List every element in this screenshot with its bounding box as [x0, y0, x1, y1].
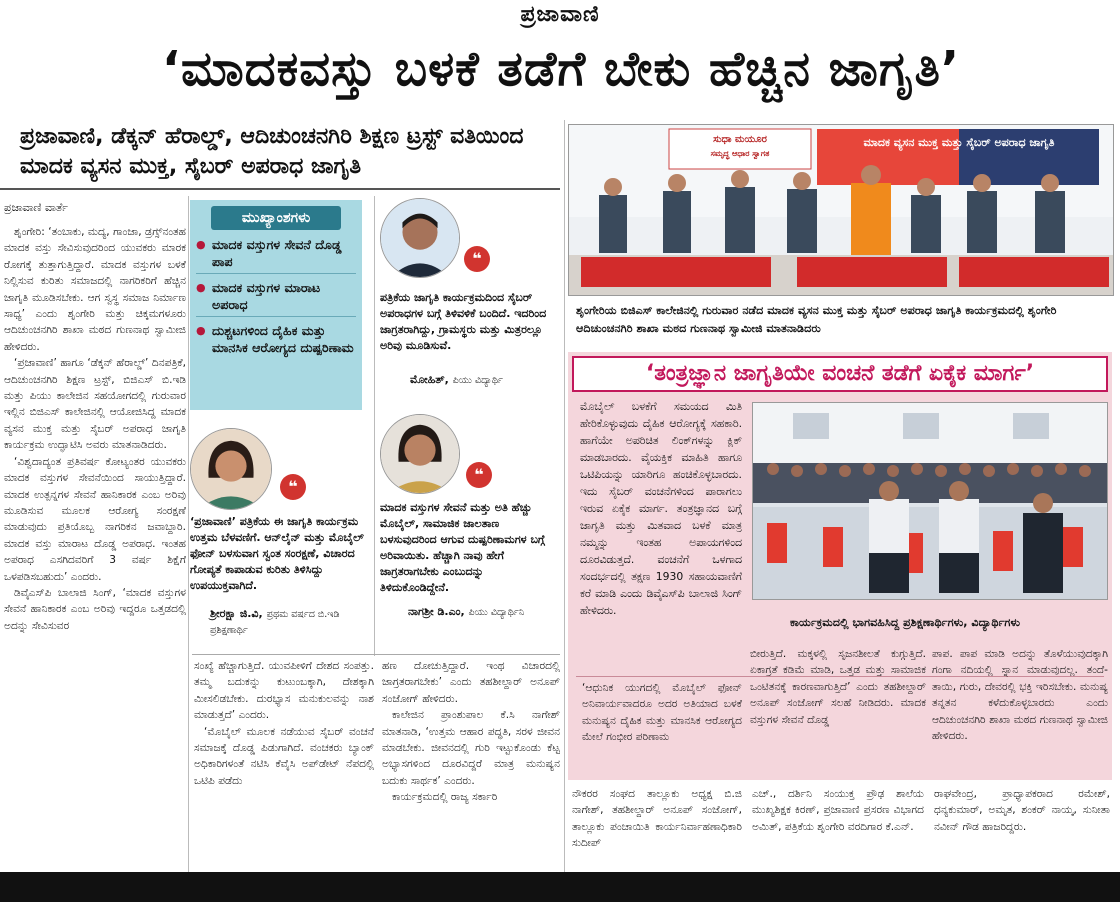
quote-name-1	[410, 372, 560, 388]
sidebar-col-1: ‘ಆಧುನಿಕ ಯುಗದಲ್ಲಿ ಮೊಬೈಲ್ ಫೋನ್ ಅನಿವಾರ್ಯವಾದರೂ ಅದರ ಅತಿಯಾದ ಬಳಕೆ ಮನುಷ್ಯನ ದೈಹಿಕ ಮತ್ತು ಮಾನಸಿಕ ಆರೋಗ್ಯದ ಮೇಲೆ ಗಂಭೀರ ಪರಿಣಾಮ	[582, 682, 742, 744]
headline: ‘ಮಾದಕವಸ್ತು ಬಳಕೆ ತಡೆಗೆ ಬೇಕು ಹೆಚ್ಚಿನ ಜಾಗೃತಿ’	[161, 41, 961, 97]
quote-text-3: ಮಾದಕ ವಸ್ತುಗಳ ಸೇವನೆ ಮತ್ತು ಅತಿ ಹೆಚ್ಚು ಮೊಬೈಲ್, ಸಾಮಾಜಿಕ ಜಾಲತಾಣ ಬಳಸುವುದರಿಂದ ಆಗುವ ದುಷ್ಪರಿಣಾಮಗಳ ಬಗ್ಗೆ ಅರಿವಾಯಿತು. ಹೆಚ್ಚಾಗಿ ನಾವು ಹೇಗೆ ಜಾಗ್ರತರಾಗಬೇಕು ಎಂಬುದನ್ನು ತಿಳಿದುಕೊಂಡಿದ್ದೇನೆ.	[380, 501, 545, 594]
paragraph: ‘ಮೊಬೈಲ್ ಮೂಲಕ ನಡೆಯುವ ಸೈಬರ್ ವಂಚನೆ ಸಮಾಜಕ್ಕೆ ದೊಡ್ಡ ಪಿಡುಗಾಗಿದೆ. ವಂಚಕರು ಬ್ಯಾಂಕ್ ಅಧಿಕಾರಿಗಳಂತೆ ನಟಿಸಿ ಕೆವೈಸಿ ಅಪ್‌ಡೇಟ್ ನೆಪದಲ್ಲಿ ಒಟಿಪಿ ಪಡೆದು	[194, 725, 374, 787]
article-column-3	[382, 658, 560, 870]
divider	[0, 188, 560, 190]
avatar-shreeraksha	[190, 428, 272, 510]
quote-text-2: ‘ಪ್ರಜಾವಾಣಿ’ ಪತ್ರಿಕೆಯ ಈ ಜಾಗೃತಿ ಕಾರ್ಯಕ್ರಮ ಉತ್ತಮ ಬೆಳವಣಿಗೆ. ಆನ್‌ಲೈನ್ ಮತ್ತು ಮೊಬೈಲ್ ಫೋನ್ ಬಳಸುವಾಗ ಸ್ವಂತ ಸಂರಕ್ಷಣೆ, ವಿಚಾರದ ಗೋಪ್ಯತೆ ಕಾಪಾಡುವ ಕುರಿತು ತಿಳಿಸಿದ್ದು ಉಪಯುಕ್ತವಾಗಿದೆ.	[190, 515, 364, 592]
column-divider	[564, 120, 565, 872]
footer-col-3: ರಾಘವೇಂದ್ರ, ಪ್ರಾಧ್ಯಾಪಕರಾದ ರಮೇಶ್, ಧನ್ಯಕುಮಾರ್, ಅಮೃತ, ಶಂಕರ್ ನಾಯ್ಕ, ಸುನೀತಾ ನವೀನ್ ಗೌಡ ಹಾಜರಿದ್ದರು.	[934, 788, 1110, 833]
quote-text-1: ಪತ್ರಿಕೆಯ ಜಾಗೃತಿ ಕಾರ್ಯಕ್ರಮದಿಂದ ಸೈಬರ್ ಅಪರಾಧಗಳ ಬಗ್ಗೆ ತಿಳಿವಳಿಕೆ ಬಂದಿದೆ. ಇದರಿಂದ ಜಾಗ್ರತರಾಗಿದ್ದು, ಗ್ರಾಮಸ್ಥರು ಮತ್ತು ಮಿತ್ರರಲ್ಲೂ ಅರಿವು ಮೂಡಿಸುವೆ.	[380, 291, 547, 352]
quote-name-3	[408, 604, 568, 620]
paragraph: ಕಾರ್ಯಕ್ರಮದಲ್ಲಿ ರಾಜ್ಯ ಸರ್ಕಾರಿ	[392, 791, 498, 804]
column-divider	[188, 196, 189, 872]
quote-name-2	[210, 606, 370, 638]
quote-author: ನಾಗಶ್ರೀ ಡಿ.ಎಂ,	[408, 605, 465, 618]
avatar-nagashree	[380, 414, 460, 494]
sidebar-col-3: ಪಾಪ. ಪಾಪ ಮಾಡಿ ಅದನ್ನು ತೊಳೆಯುವುದಕ್ಕಾಗಿ ಗಂಗಾ ನದಿಯಲ್ಲಿ ಸ್ನಾನ ಮಾಡುವುದಲ್ಲ. ತಂದೆ-ತಾಯಿ, ಗುರು, ದೇವರಲ್ಲಿ ಭಕ್ತಿ ಇರಿಸಬೇಕು. ಮನುಷ್ಯ ತನ್ನತನ ಕಳೆದುಕೊಳ್ಳಬಾರದು ಎಂದು ಆದಿಚುಂಚನಗಿರಿ ಶಾಖಾ ಮಠದ ಗುಣನಾಥ ಸ್ವಾಮೀಜಿ ಹೇಳಿದರು.	[932, 648, 1108, 743]
photo-caption: ಶೃಂಗೇರಿಯ ಬಿಜಿಎಸ್ ಕಾಲೇಜಿನಲ್ಲಿ ಗುರುವಾರ ನಡೆದ ಮಾದಕ ವ್ಯಸನ ಮುಕ್ತ ಮತ್ತು ಸೈಬರ್ ಅಪರಾಧ ಜಾಗೃತಿ ಕಾರ್ಯಕ್ರಮದಲ್ಲಿ ಶೃಂಗೇರಿ ಆದಿಚುಂಚನಗಿರಿ ಶಾಖಾ ಮಠದ ಗುಣನಾಥ ಸ್ವಾಮೀಜಿ ಮಾತನಾಡಿದರು	[576, 304, 1057, 335]
audience-illustration	[753, 403, 1108, 600]
paragraph: ‘ವಿಶ್ವದಾದ್ಯಂತ ಪ್ರತಿವರ್ಷ ಕೋಟ್ಯಂತರ ಯುವಕರು ಮಾದಕ ವಸ್ತುಗಳ ಸೇವನೆಯಿಂದ ಸಾಯುತ್ತಿದ್ದಾರೆ. ಮಾದಕ ಉತ್ಪನ್ನಗಳ ಸೇವನೆ ಹಾನಿಕಾರಕ ಎಂಬ ಅರಿವು ಮೂಡಿಸುವ ಮೂಲಕ ಆರೋಗ್ಯ ಸಂರಕ್ಷಣೆ ಮಾಡುವುದು ಪ್ರತಿಯೊಬ್ಬ ನಾಗರಿಕನ ಜವಾಬ್ದಾರಿ. ಮಾದಕ ವಸ್ತು ಮಾರಾಟ ದೊಡ್ಡ ಅಪರಾಧ. ಇಂತಹ ಅಪರಾಧ ಎಸಗಿದವರಿಗೆ 3 ವರ್ಷ ಶಿಕ್ಷೆಗೆ ಒಳಪಡಿಸಬಹುದು’ ಎಂದರು.	[4, 455, 186, 583]
quote-icon: ❝	[280, 474, 306, 500]
section-divider	[192, 654, 560, 655]
highlights-box	[190, 200, 362, 410]
avatar-mohith	[380, 198, 460, 278]
footer-col-2: ಎಚ್., ದರ್ಶಿನಿ ಸಂಯುಕ್ತ ಪ್ರೌಢ ಶಾಲೆಯ ಮುಖ್ಯಶಿಕ್ಷಕ ಕಿರಣ್, ಪ್ರಜಾವಾಣಿ ಪ್ರಸರಣ ವಿಭಾಗದ ಅಮಿತ್, ಪತ್ರಿಕೆಯ ಶೃಂಗೇರಿ ವರದಿಗಾರ ಕೆ.ಎನ್.	[752, 788, 924, 833]
quote-role: ಪ್ರಥಮ ವರ್ಷದ ಬಿ.ಇಡಿ ಪ್ರಶಿಕ್ಷಣಾರ್ಥಿ	[210, 609, 340, 636]
masthead-text: ಪ್ರಜಾವಾಣಿ	[520, 2, 600, 27]
quote-author: ಮೋಹಿತ್,	[410, 373, 449, 386]
quote-role: ಪಿಯು ವಿದ್ಯಾರ್ಥಿನಿ	[468, 607, 525, 618]
article-column-2	[194, 658, 374, 870]
paragraph: ಹಣ ದೋಚುತ್ತಿದ್ದಾರೆ. ಇಂಥ ವಿಚಾರದಲ್ಲಿ ಜಾಗ್ರತರಾಗಬೇಕು’ ಎಂದು ತಹಶೀಲ್ದಾರ್ ಅನೂಪ್ ಸಂಜೋಗ್ ಹೇಳಿದರು.	[382, 660, 560, 705]
banner-logos: ಸುಧಾ ಮಯೂರ	[713, 134, 767, 145]
event-stage-photo	[568, 124, 1114, 296]
subheadline: ಪ್ರಜಾವಾಣಿ, ಡೆಕ್ಕನ್ ಹೆರಾಲ್ಡ್, ಆದಿಚುಂಚನಗಿರಿ ಶಿಕ್ಷಣ ಟ್ರಸ್ಟ್ ವತಿಯಿಂದ ಮಾದಕ ವ್ಯಸನ ಮುಕ್ತ, ಸೈಬರ್ ಅಪರಾಧ ಜಾಗೃತಿ	[20, 124, 524, 179]
banner-subtext: ಸಮೃದ್ಧ ಆಧಾರ ಸ್ವಾಗತ	[710, 149, 770, 158]
paragraph: ಸಂಖ್ಯೆ ಹೆಚ್ಚಾಗುತ್ತಿದೆ. ಯುವಪೀಳಿಗೆ ದೇಶದ ಸಂಪತ್ತು. ತಮ್ಮ ಬದುಕನ್ನು ಕುಟುಂಬಕ್ಕಾಗಿ, ದೇಶಕ್ಕಾಗಿ ಮೀಸಲಿಡಬೇಕು. ದುರಭ್ಯಾಸ ಮನುಕುಲವನ್ನು ನಾಶ ಮಾಡುತ್ತದೆ’ ಎಂದರು.	[194, 660, 374, 722]
highlight-item: ● ದುಶ್ಚಟಗಳಿಂದ ದೈಹಿಕ ಮತ್ತು ಮಾನಸಿಕ ಆರೋಗ್ಯದ ದುಷ್ಪರಿಣಾಮ	[196, 322, 356, 359]
sidebar-col-2: ಬೀರುತ್ತಿದೆ. ಮಕ್ಕಳಲ್ಲಿ ಸೃಜನಶೀಲತೆ ಕುಗ್ಗುತ್ತಿದೆ. ಏಕಾಗ್ರತೆ ಕಡಿಮೆ ಮಾಡಿ, ಒತ್ತಡ ಮತ್ತು ಸಾಮಾಜಿಕ ಒಂಟಿತನಕ್ಕೆ ಕಾರಣವಾಗುತ್ತಿದೆ’ ಎಂದು ತಹಶೀಲ್ದಾರ್ ಅನೂಪ್ ಸಂಜೋಗ್ ಸಲಹೆ ನೀಡಿದರು. ಮಾದಕ ವಸ್ತುಗಳ ಸೇವನೆ ದೊಡ್ಡ	[750, 648, 926, 726]
sidebar-title: ‘ತಂತ್ರಜ್ಞಾನ ಜಾಗೃತಿಯೇ ವಂಚನೆ ತಡೆಗೆ ಏಕೈಕ ಮಾರ್ಗ’	[572, 356, 1108, 392]
bottom-black-bar	[0, 872, 1120, 902]
stage-banner-left	[673, 133, 807, 161]
highlight-item: ● ಮಾದಕ ವಸ್ತುಗಳ ಸೇವನೆ ದೊಡ್ಡ ಪಾಪ	[196, 236, 356, 274]
audience-photo	[752, 402, 1108, 600]
paragraph: ‘ಪ್ರಜಾವಾಣಿ’ ಹಾಗೂ ‘ಡೆಕ್ಕನ್ ಹೆರಾಲ್ಡ್’ ದಿನಪತ್ರಿಕೆ, ಆದಿಚುಂಚನಗಿರಿ ಶಿಕ್ಷಣ ಟ್ರಸ್ಟ್, ಬಿಜಿಎಸ್ ಬಿ.ಇಡಿ ಮತ್ತು ಪಿಯು ಕಾಲೇಜಿನ ಸಹಯೋಗದಲ್ಲಿ ಗುರುವಾರ ಇಲ್ಲಿನ ಬಿಜಿಎಸ್ ಕಾಲೇಜಿನಲ್ಲಿ ಆಯೋಜಿಸಿದ್ದ ಮಾದಕ ವ್ಯಸನ ಮುಕ್ತ ಮತ್ತು ಸೈಬರ್ ಅಪರಾಧ ಜಾಗೃತಿ ಕಾರ್ಯಕ್ರಮ ಉದ್ಘಾಟಿಸಿ ಅವರು ಮಾತನಾಡಿದರು.	[4, 357, 186, 452]
paragraph: ಶೃಂಗೇರಿ: ‘ತಂಬಾಕು, ಮದ್ಯ, ಗಾಂಜಾ, ಡ್ರಗ್ಸ್‌ನಂತಹ ಮಾದಕ ವಸ್ತು ಸೇವಿಸುವುದರಿಂದ ಯುವಕರು ಮಾರಕ ರೋಗಕ್ಕೆ ತುತ್ತಾಗುತ್ತಿದ್ದಾರೆ. ಮಾದಕ ವಸ್ತುಗಳ ಬಳಕೆ ನಿಲ್ಲಿಸುವ ಕುರಿತು ಸಮಾಜದಲ್ಲಿ ನಾಗರಿಕರಿಗೆ ಹೆಚ್ಚಿನ ಜಾಗೃತಿ ಮೂಡಿಸಬೇಕು. ಆಗ ಸ್ವಸ್ಥ ಸಮಾಜ ನಿರ್ಮಾಣ ಸಾಧ್ಯ’ ಎಂದು ಶೃಂಗೇರಿ ಮತ್ತು ಚಿಕ್ಕಮಗಳೂರು ಆದಿಚುಂಚನಗಿರಿ ಶಾಖಾ ಮಠದ ಗುಣನಾಥ ಸ್ವಾಮೀಜಿ ಹೇಳಿದರು.	[4, 226, 186, 353]
quote-icon: ❝	[466, 462, 492, 488]
paragraph: ಕಾಲೇಜಿನ ಪ್ರಾಂಶುಪಾಲ ಕೆ.ಸಿ ನಾಗೇಶ್ ಮಾತನಾಡಿ, ‘ಉತ್ತಮ ಆಹಾರ ಪದ್ಧತಿ, ಸರಳ ಜೀವನ ಮಾಡಬೇಕು. ಜೀವನದಲ್ಲಿ ಗುರಿ ಇಟ್ಟುಕೊಂಡು ಕೆಟ್ಟ ಅಭ್ಯಾಸಗಳಿಂದ ದೂರವಿದ್ದರೆ ಮಾತ್ರ ಮನುಷ್ಯನ ಬದುಕು ಸಾರ್ಥಕ’ ಎಂದರು.	[382, 709, 560, 787]
highlights-title: ಮುಖ್ಯಾಂಶಗಳು	[211, 206, 341, 230]
article-column-1	[4, 200, 186, 872]
byline: ಪ್ರಜಾವಾಣಿ ವಾರ್ತೆ	[4, 201, 68, 214]
paragraph: ಡಿವೈಎಸ್‌ಪಿ ಬಾಲಾಜಿ ಸಿಂಗ್, ‘ಮಾದಕ ವಸ್ತುಗಳ ಸೇವನೆ ಹಾನಿಕಾರಕ ಎಂಬ ಅರಿವು ಇದ್ದರೂ ಒತ್ತಡದಲ್ಲಿ ಅದನ್ನು ಸೇವಿಸುವರ	[4, 586, 186, 632]
quote-role: ಪಿಯು ವಿದ್ಯಾರ್ಥಿ	[452, 375, 503, 386]
highlight-item: ● ಮಾದಕ ವಸ್ತುಗಳ ಮಾರಾಟ ಅಪರಾಧ	[196, 279, 356, 317]
sidebar-text: ಮೊಬೈಲ್ ಬಳಕೆಗೆ ಸಮಯದ ಮಿತಿ ಹೇರಿಕೊಳ್ಳುವುದು ದೈಹಿಕ ಆರೋಗ್ಯಕ್ಕೆ ಸಹಕಾರಿ. ಹಾಗೆಯೇ ಅಪರಿಚಿತ ಲಿಂಕ್‌ಗಳನ್ನು ಕ್ಲಿಕ್ ಮಾಡಬಾರದು. ವೈಯಕ್ತಿಕ ಮಾಹಿತಿ ಹಾಗೂ ಒಟಿಪಿಯನ್ನು ಯಾರಿಗೂ ಹಂಚಿಕೊಳ್ಳಬಾರದು. ಇದು ಸೈಬರ್ ವಂಚನೆಗಳಿಂದ ಪಾರಾಗಲು ಇರುವ ಏಕೈಕ ಮಾರ್ಗ. ತಂತ್ರಜ್ಞಾನದ ಬಗ್ಗೆ ಜಾಗೃತಿ ಮತ್ತು ಮಿತವಾದ ಬಳಕೆ ಮಾತ್ರ ನಮ್ಮನ್ನು ಇಂತಹ ಅಪಾಯಗಳಿಂದ ದೂರವಿಡುತ್ತದೆ. ವಂಚನೆಗೆ ಒಳಗಾದ ಸಂದರ್ಭದಲ್ಲಿ ತಕ್ಷಣ 1930 ಸಹಾಯವಾಣಿಗೆ ಕರೆ ಮಾಡಿ ಎಂದು ಡಿವೈಎಸ್‌ಪಿ ಬಾಲಾಜಿ ಸಿಂಗ್ ಹೇಳಿದರು.	[580, 400, 742, 617]
column-divider	[374, 196, 375, 656]
quote-author: ಶ್ರೀರಕ್ಷಾ ಜಿ.ವಿ,	[210, 607, 263, 620]
quote-icon: ❝	[464, 246, 490, 272]
masthead-logo	[0, 0, 1120, 32]
stage-banner-right: ಮಾದಕ ವ್ಯಸನ ಮುಕ್ತ ಮತ್ತು ಸೈಬರ್ ಅಪರಾಧ ಜಾಗೃತಿ	[863, 136, 1055, 149]
audience-photo-caption: ಕಾರ್ಯಕ್ರಮದಲ್ಲಿ ಭಾಗವಹಿಸಿದ್ದ ಪ್ರಶಿಕ್ಷಣಾರ್ಥಿಗಳು, ವಿದ್ಯಾರ್ಥಿಗಳು	[790, 616, 1021, 629]
footer-col-1: ನೌಕರರ ಸಂಘದ ತಾಲ್ಲೂಕು ಅಧ್ಯಕ್ಷ ಬಿ.ಜಿ ನಾಗೇಶ್, ತಹಶೀಲ್ದಾರ್ ಅನೂಪ್ ಸಂಜೋಗ್, ತಾಲ್ಲೂಕು ಪಂಚಾಯಿತಿ ಕಾರ್ಯನಿರ್ವಾಹಣಾಧಿಕಾರಿ ಸುದೀಪ್	[572, 788, 742, 850]
